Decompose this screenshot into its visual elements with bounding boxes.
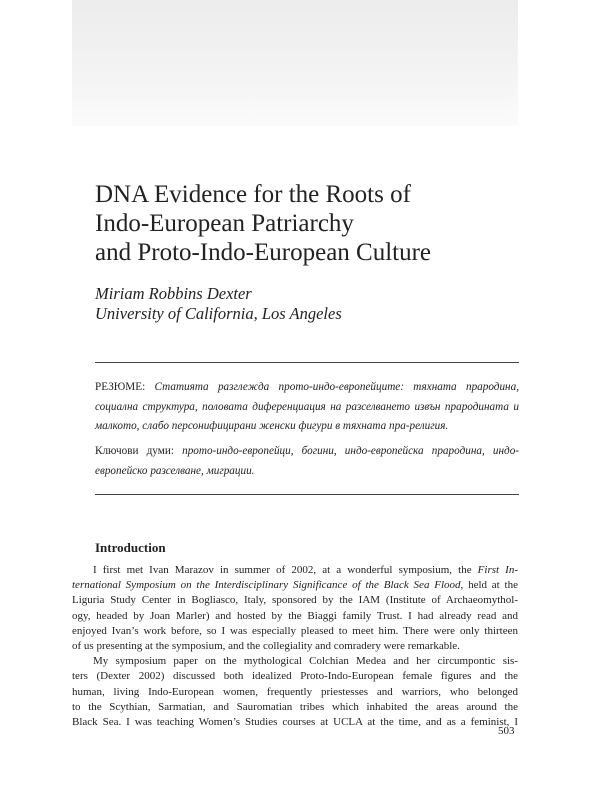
abstract-text: Статията разглежда прото-индо-европейците: тяхната прародина, социална структура, половата диференциация на разселването извън прародината и малкото, слабо персонифицирани женски фигури в тяхната пра-религия.: [95, 381, 519, 432]
body-line: ternational Symposium on the Interdisciplinary Significance of the Black Sea Flood, held at the: [72, 579, 518, 592]
body-line: My symposium paper on the mythological Colchian Medea and her circumpontic sis-: [93, 655, 518, 668]
top-rule: [95, 362, 519, 363]
author-block: [95, 284, 525, 324]
title-line: DNA Evidence for the Roots of: [95, 181, 411, 208]
body-line: enjoyed Ivan’s work before, so I was especially pleased to meet him. There were only thirteen: [72, 624, 518, 637]
body-line: ogy, headed by Joan Marler) and hosted by the Biaggi family Trust. I had already read and: [72, 609, 518, 622]
bottom-rule: [95, 494, 519, 495]
abstract-label: РЕЗЮМЕ:: [95, 381, 146, 393]
page-number: 503: [498, 725, 515, 737]
header-band: [72, 0, 518, 126]
keywords-label: Ключови думи:: [95, 445, 174, 457]
body-line: to the Scythian, Sarmatian, and Sauromatian tribes which inhabited the areas around the: [72, 700, 518, 713]
title-line: and Proto-Indo-European Culture: [95, 239, 432, 266]
body-line: human, living Indo-European women, frequently priestesses and warriors, who belonged: [72, 685, 518, 698]
author-affiliation: University of California, Los Angeles: [95, 304, 342, 323]
body-line: ters (Dexter 2002) discussed both idealized Proto-Indo-European female figures and the: [72, 670, 518, 683]
body-line: Liguria Study Center in Bogliasco, Italy, sponsored by the IAM (Institute of Archaeomythol-: [72, 594, 518, 607]
body-line: of us presenting at the symposium, and the collegiality and comradery were remarkable.: [72, 640, 460, 653]
section-heading: Introduction: [95, 540, 166, 555]
keywords-text: прото-индо-европейци, богини, индо-европейска прародина, индо-европейско разселване, миграции.: [95, 445, 520, 477]
title-line: Indo-European Patriarchy: [95, 210, 354, 237]
body-line: I first met Ivan Marazov in summer of 2002, at a wonderful symposium, the First In-: [93, 564, 518, 576]
article-title: [95, 180, 525, 267]
body-line: Black Sea. I was teaching Women’s Studies courses at UCLA at the time, and as a feminist, I: [72, 716, 518, 729]
keywords: [95, 442, 519, 481]
abstract: [95, 378, 519, 437]
body-text: [72, 563, 518, 730]
author-name: Miriam Robbins Dexter: [95, 284, 252, 303]
